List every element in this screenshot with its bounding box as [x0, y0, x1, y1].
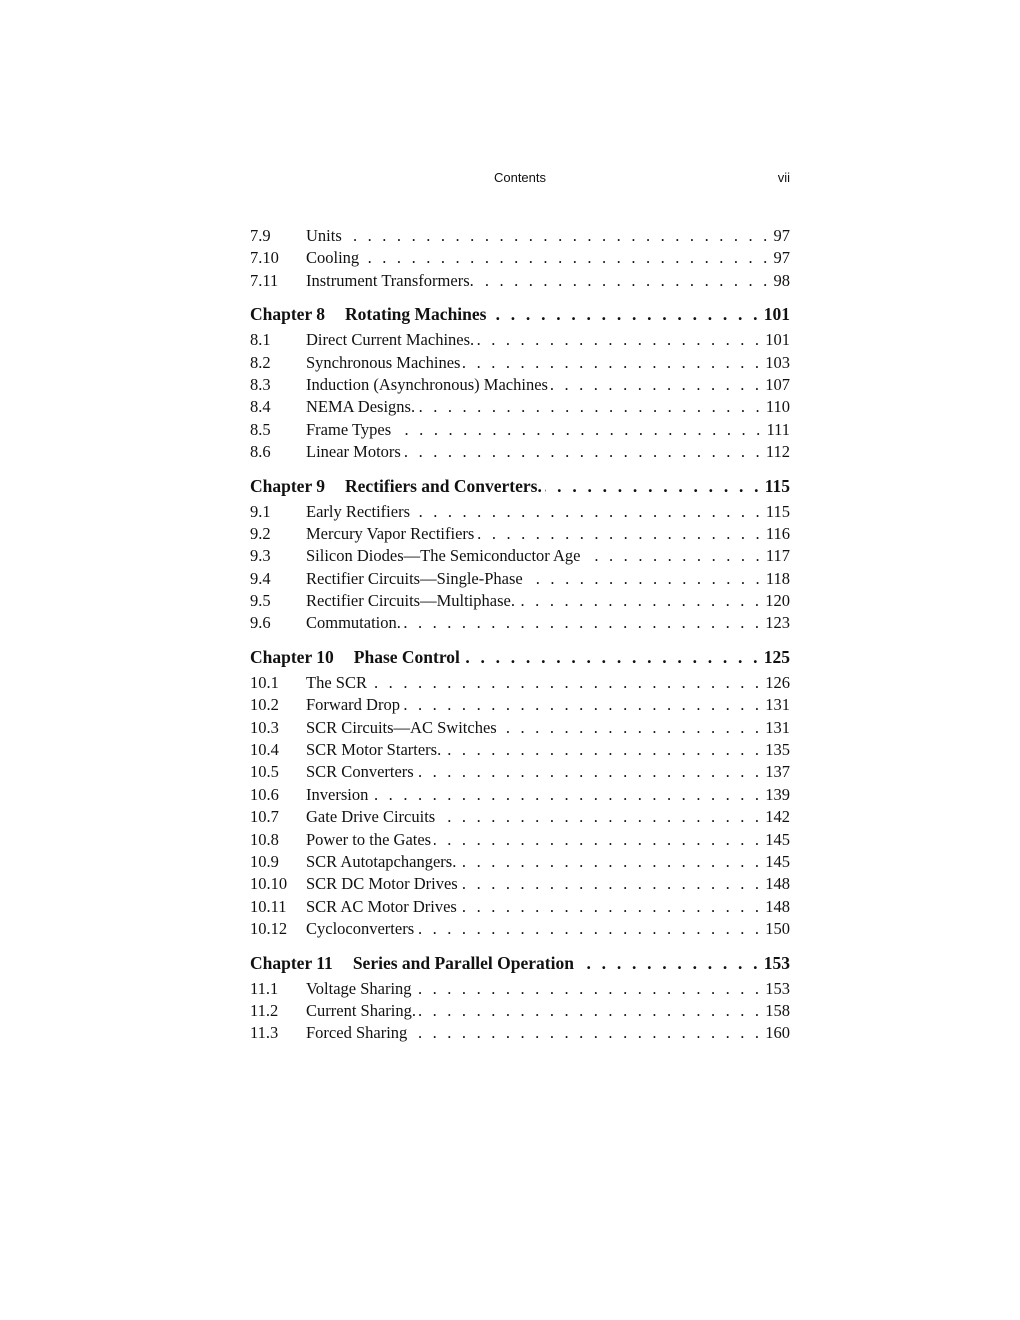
section-number: 10.11: [250, 896, 287, 916]
section-title: Early Rectifiers: [306, 501, 410, 521]
section-number: 9.5: [250, 591, 271, 611]
section-title: The SCR: [306, 672, 367, 692]
section-page: 153: [765, 978, 790, 998]
toc-entry[interactable]: [250, 270, 790, 292]
dot-leader: [370, 672, 762, 694]
toc-entry[interactable]: [250, 612, 790, 634]
section-number: 11.2: [250, 1000, 279, 1020]
chapter-label: Chapter 10: [250, 646, 334, 667]
chapter-group: [250, 474, 790, 635]
section-number: 10.2: [250, 695, 279, 715]
section-number: 7.9: [250, 226, 271, 245]
dot-leader: [489, 302, 760, 326]
toc-intro-group: [250, 225, 790, 292]
page-number: vii: [777, 170, 790, 185]
section-page: 98: [773, 270, 790, 290]
section-title: Cycloconverters: [306, 919, 415, 939]
dot-leader: [419, 1000, 762, 1022]
section-title: Cooling: [306, 248, 360, 268]
section-number: 8.2: [250, 352, 271, 372]
toc-entry[interactable]: [250, 1022, 790, 1044]
section-number: 10.1: [250, 672, 279, 692]
dot-leader: [404, 612, 762, 634]
section-page: 148: [765, 896, 790, 916]
section-title: Frame Types: [306, 419, 392, 439]
dot-leader: [394, 419, 763, 441]
dot-leader: [461, 873, 763, 895]
section-page: 126: [765, 672, 790, 692]
section-title: NEMA Designs.: [306, 397, 416, 417]
chapter-group: [250, 302, 790, 463]
section-page: 110: [765, 397, 790, 417]
section-title: Synchronous Machines: [306, 352, 461, 372]
dot-leader: [417, 918, 762, 940]
section-title: Silicon Diodes—The Semiconductor Age: [306, 546, 581, 566]
chapter-heading[interactable]: [250, 302, 790, 326]
section-page: 131: [765, 717, 790, 737]
chapter-title: Series and Parallel Operation: [352, 952, 574, 973]
dot-leader: [526, 568, 763, 590]
section-page: 117: [765, 546, 790, 566]
dot-leader: [434, 829, 762, 851]
dot-leader: [345, 225, 771, 247]
toc-entry[interactable]: [250, 501, 790, 523]
section-page: 115: [765, 501, 790, 521]
toc-entry[interactable]: [250, 1000, 790, 1022]
toc-entry[interactable]: [250, 374, 790, 396]
toc-entry[interactable]: [250, 694, 790, 716]
dot-leader: [463, 352, 762, 374]
chapter-title: Rectifiers and Converters.: [345, 475, 542, 496]
toc-entry[interactable]: [250, 717, 790, 739]
dot-leader: [362, 247, 770, 269]
section-number: 9.1: [250, 501, 271, 521]
dot-leader: [404, 441, 763, 463]
section-number: 8.5: [250, 419, 271, 439]
section-title: Direct Current Machines.: [306, 330, 475, 350]
section-title: Voltage Sharing: [306, 978, 412, 998]
running-header: [250, 170, 790, 188]
toc-entry[interactable]: [250, 806, 790, 828]
dot-leader: [577, 951, 761, 975]
chapter-page: 125: [763, 646, 790, 667]
section-page: 97: [773, 248, 790, 268]
section-title: Linear Motors: [306, 442, 401, 462]
toc-entry[interactable]: [250, 396, 790, 418]
section-number: 10.10: [250, 874, 288, 894]
dot-leader: [477, 329, 762, 351]
dot-leader: [410, 1022, 762, 1044]
section-title: SCR AC Motor Drives: [306, 896, 457, 916]
section-number: 8.1: [250, 330, 271, 350]
chapter-page: 153: [763, 952, 790, 973]
toc-entry[interactable]: [250, 873, 790, 895]
section-title: Mercury Vapor Rectifiers: [306, 523, 475, 543]
dot-leader: [477, 270, 771, 292]
section-page: 137: [765, 762, 790, 782]
section-page: 120: [765, 591, 790, 611]
toc-entry[interactable]: [250, 739, 790, 761]
dot-leader: [418, 396, 763, 418]
dot-leader: [500, 717, 763, 739]
section-page: 123: [765, 613, 790, 633]
dot-leader: [459, 851, 762, 873]
section-title: SCR Converters: [306, 762, 414, 782]
toc-entry[interactable]: [250, 918, 790, 940]
section-title: SCR DC Motor Drives: [306, 874, 458, 894]
table-of-contents: [250, 225, 790, 1045]
chapter-title: Rotating Machines: [345, 304, 487, 325]
dot-leader: [518, 590, 762, 612]
dot-leader: [371, 784, 762, 806]
section-page: 145: [765, 829, 790, 849]
toc-entry[interactable]: [250, 896, 790, 918]
section-title: Forced Sharing: [306, 1023, 408, 1043]
toc-entry[interactable]: [250, 978, 790, 1000]
section-page: 107: [765, 374, 790, 394]
dot-leader: [415, 978, 763, 1000]
section-title: Rectifier Circuits—Single-Phase: [306, 568, 523, 588]
section-page: 116: [765, 523, 790, 543]
toc-entry[interactable]: [250, 784, 790, 806]
section-number: 10.12: [250, 919, 288, 939]
section-page: 97: [773, 226, 790, 245]
section-title: Power to the Gates: [306, 829, 432, 849]
section-number: 10.3: [250, 717, 279, 737]
section-page: 150: [765, 919, 790, 939]
section-number: 11.1: [250, 978, 279, 998]
section-number: 11.3: [250, 1023, 279, 1043]
dot-leader: [403, 694, 762, 716]
section-number: 9.3: [250, 546, 271, 566]
dot-leader: [438, 806, 762, 828]
section-title: Current Sharing.: [306, 1000, 416, 1020]
section-number: 10.9: [250, 851, 279, 871]
section-number: 9.2: [250, 523, 271, 543]
running-header-title: Contents: [493, 170, 547, 185]
toc-entry[interactable]: [250, 523, 790, 545]
section-title: Rectifier Circuits—Multiphase.: [306, 591, 515, 611]
section-title: SCR Circuits—AC Switches: [306, 717, 497, 737]
section-number: 7.11: [250, 270, 279, 290]
toc-entry[interactable]: [250, 225, 790, 247]
section-page: 142: [765, 807, 790, 827]
section-title: SCR Autotapchangers.: [306, 851, 457, 871]
toc-entry[interactable]: [250, 247, 790, 269]
section-number: 8.4: [250, 397, 271, 417]
dot-leader: [584, 545, 763, 567]
dot-leader: [413, 501, 763, 523]
dot-leader: [463, 645, 761, 669]
toc-entry[interactable]: [250, 672, 790, 694]
section-number: 10.5: [250, 762, 279, 782]
section-number: 8.3: [250, 374, 271, 394]
chapter-label: Chapter 8: [250, 304, 326, 325]
section-page: 118: [765, 568, 790, 588]
section-number: 10.6: [250, 784, 279, 804]
toc-entry[interactable]: [250, 590, 790, 612]
section-title: Inversion: [306, 784, 369, 804]
section-page: 103: [765, 352, 790, 372]
dot-leader: [460, 896, 762, 918]
dot-leader: [417, 761, 763, 783]
dot-leader: [477, 523, 763, 545]
section-page: 131: [765, 695, 790, 715]
section-number: 10.4: [250, 740, 279, 760]
dot-leader: [551, 374, 762, 396]
chapter-label: Chapter 9: [250, 475, 326, 496]
toc-entry[interactable]: [250, 419, 790, 441]
section-title: Units: [306, 226, 342, 245]
toc-entry[interactable]: [250, 329, 790, 351]
section-page: 160: [765, 1023, 790, 1043]
section-page: 112: [765, 442, 790, 462]
section-title: SCR Motor Starters.: [306, 740, 442, 760]
section-title: Induction (Asynchronous) Machines: [306, 374, 548, 394]
toc-entry[interactable]: [250, 761, 790, 783]
chapter-group: [250, 645, 790, 941]
toc-entry[interactable]: [250, 441, 790, 463]
dot-leader: [444, 739, 762, 761]
toc-entry[interactable]: [250, 352, 790, 374]
chapter-label: Chapter 11: [250, 952, 333, 973]
chapter-group: [250, 951, 790, 1045]
section-number: 8.6: [250, 442, 271, 462]
section-number: 10.7: [250, 807, 279, 827]
chapter-page: 115: [764, 475, 790, 496]
section-title: Commutation.: [306, 613, 401, 633]
section-number: 9.4: [250, 568, 271, 588]
section-title: Instrument Transformers.: [306, 270, 474, 290]
section-page: 145: [765, 851, 790, 871]
section-page: 101: [765, 330, 790, 350]
chapter-heading[interactable]: [250, 645, 790, 669]
chapter-heading[interactable]: [250, 474, 790, 498]
section-page: 148: [765, 874, 790, 894]
chapter-title: Phase Control: [353, 646, 460, 667]
dot-leader: [545, 474, 762, 498]
chapter-heading[interactable]: [250, 951, 790, 975]
toc-entry[interactable]: [250, 568, 790, 590]
section-page: 135: [765, 740, 790, 760]
chapter-page: 101: [763, 304, 790, 325]
section-page: 158: [765, 1000, 790, 1020]
toc-entry[interactable]: [250, 829, 790, 851]
section-number: 7.10: [250, 248, 279, 268]
toc-entry[interactable]: [250, 851, 790, 873]
section-number: 9.6: [250, 613, 271, 633]
section-title: Forward Drop: [306, 695, 400, 715]
section-page: 111: [766, 419, 790, 439]
section-number: 10.8: [250, 829, 279, 849]
toc-entry[interactable]: [250, 545, 790, 567]
section-title: Gate Drive Circuits: [306, 807, 436, 827]
section-page: 139: [765, 784, 790, 804]
